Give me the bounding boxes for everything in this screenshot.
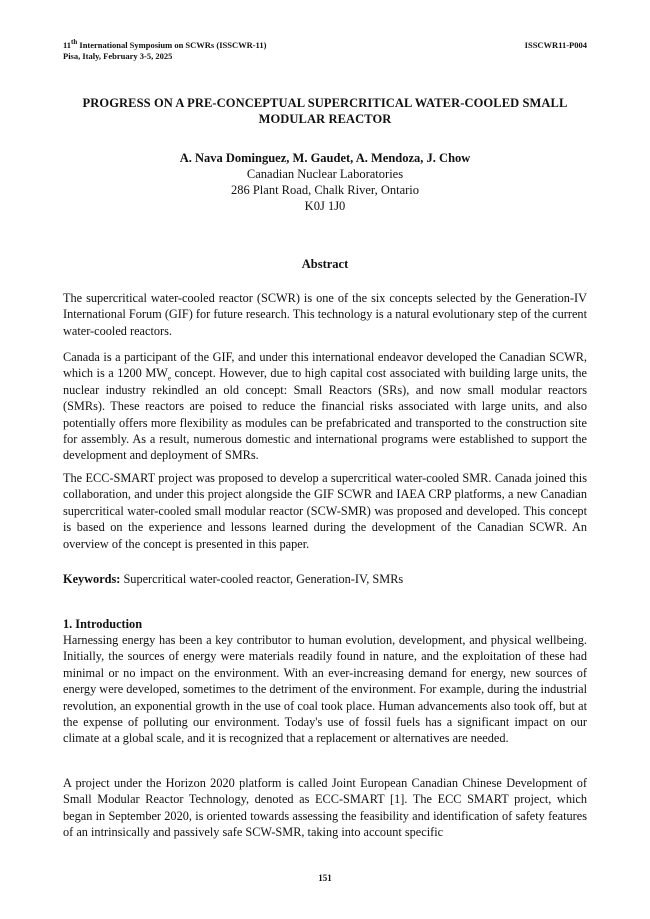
abstract-heading: Abstract bbox=[301, 257, 349, 271]
abstract-paragraph-1: The supercritical water-cooled reactor (SCWR) is one of the six concepts selected by the Generation-IV International Forum (GIF) for future research. This technology is a natural evolutionary step of the current water-cooled reactors. bbox=[63, 291, 587, 338]
abstract-paragraph-2: Canada is a participant of the GIF, and under this international endeavor developed the Canadian SCWR, which is a 1200 $MW_e$ concept. However, due to high capital cost associated with building large units, the nuclear industry rekindled an old concept: Small Reactors (SRs), and now small modular reactors (SMRs). These reactors are poised to reduce the financial risks associated with large units, and also potentially offers more flexibility as modules can be prefabricated and transported to the construction site for assembly. As a result, numerous domestic and international programs were established to support the development and deployment of SMRs. bbox=[63, 350, 587, 463]
conference-header bbox=[63, 40, 266, 62]
affiliation-address: 286 Plant Road, Chalk River, Ontario bbox=[230, 183, 420, 197]
paper-title bbox=[63, 95, 587, 127]
page-number: 151 bbox=[318, 873, 332, 883]
affiliation-org: Canadian Nuclear Laboratories bbox=[246, 167, 404, 181]
paper-id: ISSCWR11-P004 bbox=[524, 40, 587, 50]
section-heading-introduction: 1. Introduction bbox=[63, 617, 143, 631]
keywords-label: Keywords: bbox=[63, 572, 121, 586]
abstract-paragraph-3: The ECC-SMART project was proposed to develop a supercritical water-cooled SMR. Canada joined this collaboration, and under this project alongside the GIF SCWR and IAEA CRP platforms, a new Canadian supercritical water-cooled small modular reactor (SCW-SMR) was proposed and developed. This concept is based on the experience and lessons learned during the development of the Canadian SCWR. An overview of the concept is presented in this paper. bbox=[63, 471, 587, 551]
intro-paragraph-1: Harnessing energy has been a key contributor to human evolution, development, and physical wellbeing. Initially, the sources of energy were materials readily found in nature, and the exploitation of these had minimal or no impact on the environment. With an ever-increasing demand for energy, new sources of energy were developed, sometimes to the detriment of the environment. For example, during the industrial revolution, an exponential growth in the use of coal took place. Human advancements also took off, but at the expense of polluting our environment. Today's use of fossil fuels has a significant impact on our climate at a global scale, and it is recognized that a replacement or alternatives are needed. bbox=[63, 633, 587, 746]
affiliation-postal: K0J 1J0 bbox=[304, 199, 346, 213]
title-line-1: PROGRESS ON A PRE-CONCEPTUAL SUPERCRITICAL WATER-COOLED SMALL bbox=[82, 96, 568, 110]
conference-location: Pisa, Italy, February 3-5, 2025 bbox=[63, 51, 173, 61]
keywords-text: Supercritical water-cooled reactor, Generation-IV, SMRs bbox=[120, 572, 404, 586]
author-list: A. Nava Dominguez, M. Gaudet, A. Mendoza, J. Chow bbox=[179, 151, 471, 165]
title-line-2: MODULAR REACTOR bbox=[258, 112, 392, 126]
intro-paragraph-2: A project under the Horizon 2020 platform is called Joint European Canadian Chinese Development of Small Modular Reactor Technology, denoted as ECC-SMART [1]. The ECC SMART project, which began in September 2020, is oriented towards assessing the feasibility and identification of safety features of an intrinsically and passively safe SCW-SMR, taking into account specific bbox=[63, 776, 587, 840]
conference-name: 11th International Symposium on SCWRs (ISSCWR-11) bbox=[63, 38, 267, 50]
keywords bbox=[63, 572, 587, 587]
